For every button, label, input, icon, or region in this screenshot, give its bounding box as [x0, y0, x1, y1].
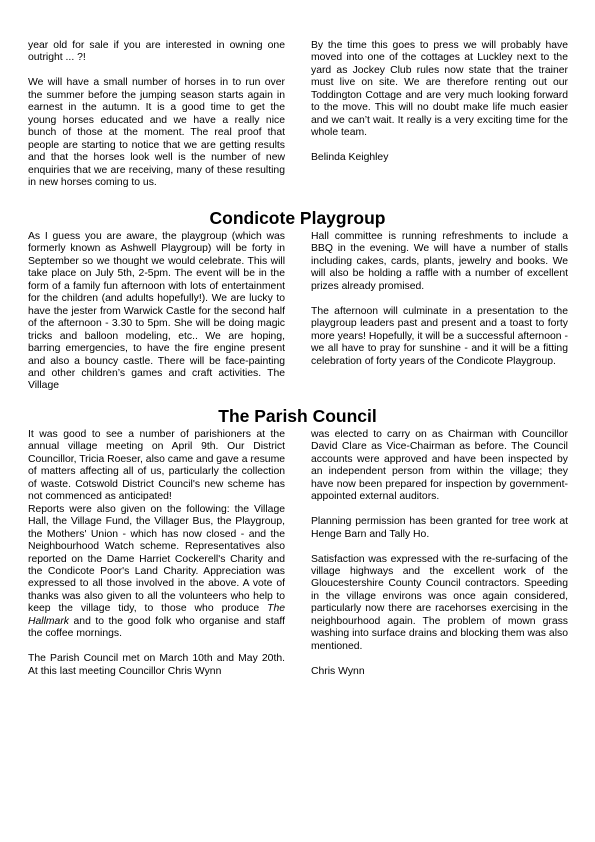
publication-title: The Hallmark — [28, 603, 285, 627]
playgroup-paragraph: Hall committee is running refreshments to include a BBQ in the evening. We will have a number of stalls including cakes, cards, plants, jewelry and books. We will also be holding a raffle with a number of excellent prizes already promised. — [311, 231, 568, 292]
parish-heading: The Parish Council — [218, 406, 377, 426]
playgroup-paragraph: As I guess you are aware, the playgroup (which was formerly known as Ashwell Playgroup) will be forty in September so we thought we would celebrate. This will take place on July 5th, 2-5pm. The event will be in the form of a family fun afternoon with lots of entertainment for the children (and adults hopefully!). We are lucky to have the jester from Warwick Castle for the second half of the afternoon - 3.30 to 5pm. She will be doing magic tricks and balloon modeling, etc.. We are hoping, barring emergencies, to have the fire engine present and also a bouncy castle. There will be face-painting and other children’s games and craft activities. The Village — [28, 231, 285, 392]
parish-paragraph: was elected to carry on as Chairman with Councillor David Clare as Vice-Chairman as before. The Council accounts were approved and have been inspected by an independent person from within the village; they have now been prepared for inspection by government-appointed external auditors. — [311, 429, 568, 503]
parish-left-column — [28, 429, 285, 678]
parish-paragraph-text: and to the good folk who organise and staff the coffee mornings. — [28, 615, 285, 640]
intro-right-column — [311, 40, 568, 165]
parish-paragraph — [28, 504, 285, 641]
intro-left-column — [28, 40, 285, 189]
intro-paragraph: year old for sale if you are interested in owning one outright ... ?! — [28, 40, 285, 64]
parish-paragraph: Planning permission has been granted for tree work at Henge Barn and Tally Ho. — [311, 516, 568, 540]
parish-paragraph: The Parish Council met on March 10th and May 20th. At this last meeting Councillor Chris Wynn — [28, 653, 285, 677]
intro-paragraph: We will have a small number of horses in to run over the summer before the jumping season starts again in earnest in the autumn. It is a good time to get the young horses educated and we have a really nice bunch of those at the moment. The real proof that people are starting to notice that we are getting results and that the horses look well is the number of new enquiries that we are receiving, many of these resulting in new horses coming to us. — [28, 77, 285, 188]
intro-paragraph: By the time this goes to press we will probably have moved into one of the cottages at Luckley next to the yard as Jockey Club rules now state that the trainer must live on site. We are therefore renting out our Toddington Cottage and are very much looking forward to the move. This will no doubt make life much easier and we can’t wait. It really is a very exciting time for the whole team. — [311, 40, 568, 139]
playgroup-left-column — [28, 231, 285, 393]
playgroup-paragraph: The afternoon will culminate in a presentation to the playgroup leaders past and present and a toast to forty more years! Hopefully, it will be a successful afternoon - we all have to pray for sunshine - and it will be a fitting celebration of forty years of the Condicote Playgroup. — [311, 305, 568, 367]
playgroup-heading: Condicote Playgroup — [209, 208, 386, 228]
parish-paragraph: Satisfaction was expressed with the re-surfacing of the village highways and the excellent work of the Gloucestershire County Council contractors. Speeding in the village environs was once again considered, particularly now there are racehorses exercising in the neighbourhood again. The problem of mown grass washing into surface drains and blocking them was also mentioned. — [311, 553, 568, 652]
author-signature: Belinda Keighley — [311, 152, 389, 164]
parish-paragraph: It was good to see a number of parishioners at the annual village meeting on April 9th. Our District Councillor, Tricia Roeser, also came and gave a resume of matters affecting all of us, particularly the collection of waste. Cotswold District Council's new scheme has not commenced as anticipated! — [28, 429, 286, 503]
playgroup-right-column — [311, 231, 568, 368]
parish-paragraph-text: Reports were also given on the following: the Village Hall, the Village Fund, the Villager Bus, the Playgroup, the Mothers' Union - which has now closed - and the Neighbourhood Watch scheme. Representatives also reported on the Dame Harriet Cockerell's Charity and the Condicote Poor's Land Charity. Appreciation was expressed to all those involved in the above. A vote of thanks was also given to all the volunteers who help to keep the village tidy, to those who produce — [28, 503, 285, 615]
author-signature: Chris Wynn — [311, 665, 365, 677]
parish-right-column — [311, 429, 568, 678]
